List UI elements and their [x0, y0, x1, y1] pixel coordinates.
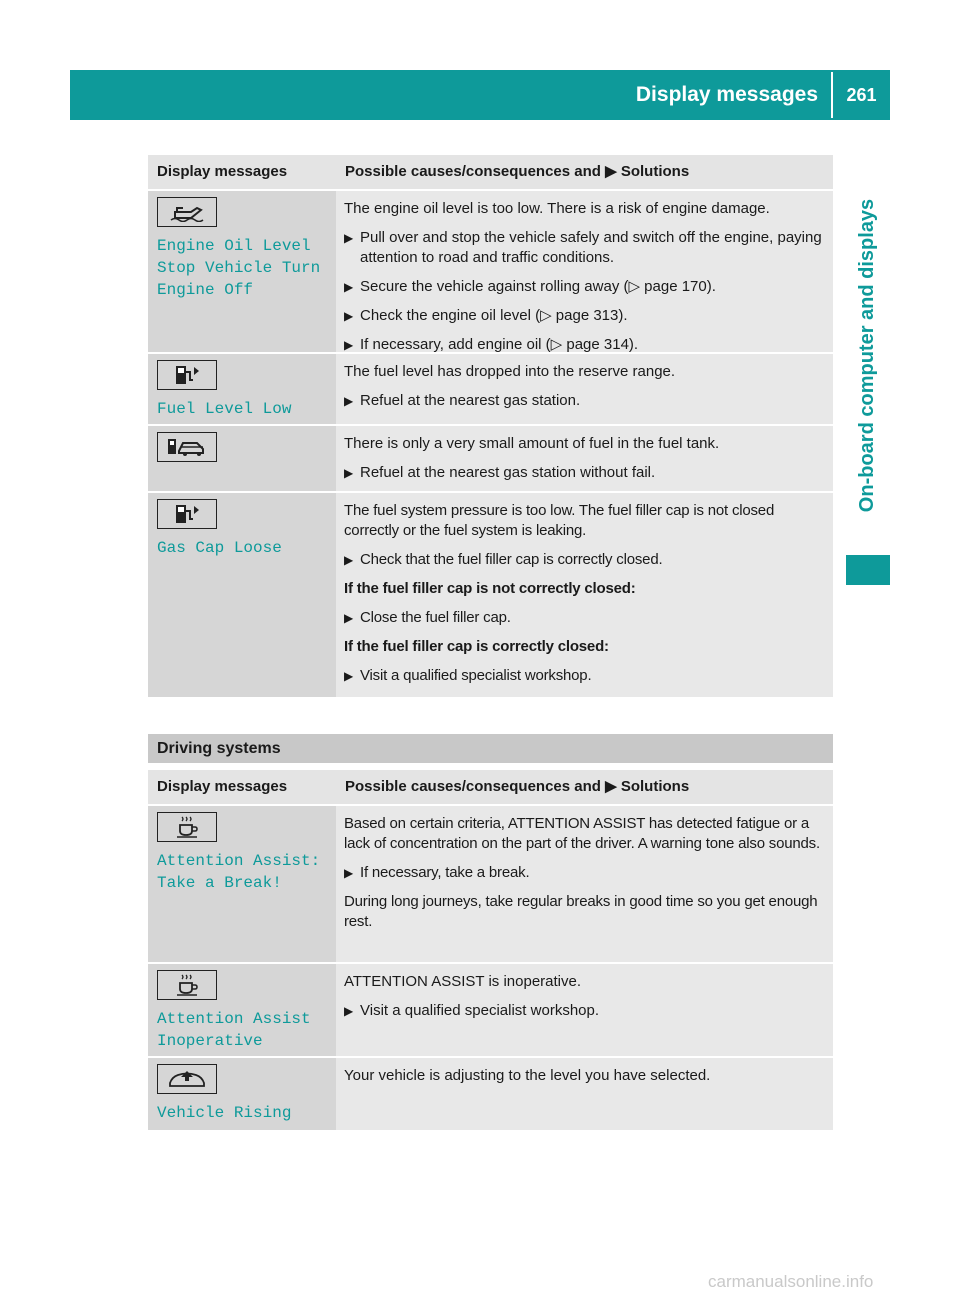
solution-arrow-icon: ▶	[605, 778, 617, 795]
step-arrow-icon: ▶	[344, 280, 354, 294]
table-header-row	[148, 155, 833, 191]
column-header-solutions: Possible causes/consequences and ▶ Solutions	[336, 770, 833, 804]
column-header-solutions: Possible causes/consequences and ▶ Solutions	[336, 155, 833, 189]
watermark: carmanualsonline.info	[708, 1272, 874, 1291]
step-arrow-icon: ▶	[344, 309, 354, 323]
step-arrow-icon: ▶	[344, 338, 354, 352]
display-message: Fuel Level Low	[157, 400, 292, 418]
instruction-step: ▶ Check that the fuel filler cap is correctly closed.	[344, 551, 663, 568]
display-message: Attention Assist Inoperative	[157, 1010, 311, 1050]
step-arrow-icon: ▶	[344, 1004, 354, 1018]
coffee-cup-icon	[157, 970, 217, 1000]
step-arrow-icon: ▶	[344, 866, 354, 880]
step-arrow-icon: ▶	[344, 669, 354, 683]
side-chapter-title: On-board computer and displays	[856, 198, 879, 512]
instruction-step: ▶ Pull over and stop the vehicle safely and switch off the engine, paying attention to road and traffic conditions.	[344, 229, 822, 266]
instruction-step: ▶ Check the engine oil level (▷ page 313).	[344, 307, 628, 324]
table-row: Attention Assist: Take a Break! Based on certain criteria, ATTENTION ASSIST has detected fatigue or a lack of concentration on the part of the driver. A warning tone also sounds. ▶ If necessary, take a break. During long journeys, take regular breaks in good time so you get enough rest.	[148, 806, 833, 964]
coffee-cup-icon	[157, 812, 217, 842]
instruction-step: ▶ Secure the vehicle against rolling away (▷ page 170).	[344, 278, 716, 295]
display-message: Attention Assist: Take a Break!	[157, 852, 321, 892]
page-title: Display messages	[635, 83, 818, 106]
solution-arrow-icon: ▶	[605, 163, 617, 180]
fuel-messages-table	[148, 155, 833, 697]
fuel-pump-icon	[157, 360, 217, 390]
step-arrow-icon: ▶	[344, 553, 354, 567]
fuel-pump-icon	[157, 499, 217, 529]
instruction-step: ▶ Visit a qualified specialist workshop.	[344, 1002, 600, 1019]
side-chapter-tab	[846, 555, 890, 585]
instruction-step: ▶ Close the fuel filler cap.	[344, 609, 511, 626]
step-arrow-icon: ▶	[344, 611, 354, 625]
table-row: Vehicle Rising Your vehicle is adjusting to the level you have selected.	[148, 1058, 833, 1130]
display-message: Vehicle Rising	[157, 1104, 292, 1122]
step-arrow-icon: ▶	[344, 466, 354, 480]
driving-systems-table	[148, 770, 833, 1130]
section-heading: Driving systems	[148, 734, 833, 763]
table-header-row	[148, 770, 833, 806]
page-header	[70, 70, 890, 120]
column-header-display-messages: Display messages	[148, 770, 336, 804]
table-row: Attention Assist Inoperative ATTENTION ASSIST is inoperative. ▶ Visit a qualified specialist workshop.	[148, 964, 833, 1058]
instruction-step: ▶ Refuel at the nearest gas station without fail.	[344, 464, 656, 481]
table-row: Engine Oil Level Stop Vehicle Turn Engine Off The engine oil level is too low. There is a risk of engine damage. ▶ Pull over and stop the vehicle safely and switch off the engine, paying attention to road and traffic conditions. ▶ Secure the vehicle against rolling away (▷ page 170). ▶ Check the engine oil level (▷ page 313). ▶ If necessary, add engine oil (▷ page 314).	[148, 191, 833, 354]
instruction-step: ▶ If necessary, add engine oil (▷ page 314).	[344, 336, 639, 353]
display-message: Engine Oil Level Stop Vehicle Turn Engine Off	[157, 237, 321, 299]
table-row: There is only a very small amount of fuel in the fuel tank. ▶ Refuel at the nearest gas station without fail.	[148, 426, 833, 493]
column-header-display-messages: Display messages	[148, 155, 336, 189]
step-arrow-icon: ▶	[344, 394, 354, 408]
vehicle-rising-icon	[157, 1064, 217, 1094]
oil-can-icon	[157, 197, 217, 227]
step-arrow-icon: ▶	[344, 231, 354, 245]
table-row: Fuel Level Low The fuel level has dropped into the reserve range. ▶ Refuel at the nearest gas station.	[148, 354, 833, 426]
fuel-car-icon	[157, 432, 217, 462]
page-number: 261	[846, 84, 877, 105]
condition-heading: If the fuel filler cap is not correctly closed:	[344, 580, 636, 597]
instruction-step: ▶ Visit a qualified specialist workshop.	[344, 667, 592, 684]
condition-heading: If the fuel filler cap is correctly closed:	[344, 638, 609, 655]
instruction-step: ▶ Refuel at the nearest gas station.	[344, 392, 581, 409]
table-row: Gas Cap Loose The fuel system pressure is too low. The fuel filler cap is not closed correctly or the fuel system is leaking. ▶ Check that the fuel filler cap is correctly closed. If the fuel filler cap is not correctly closed: ▶ Close the fuel filler cap. If the fuel filler cap is correctly closed: ▶ Visit a qualified specialist workshop.	[148, 493, 833, 697]
instruction-step: ▶ If necessary, take a break.	[344, 864, 530, 881]
display-message: Gas Cap Loose	[157, 539, 282, 557]
